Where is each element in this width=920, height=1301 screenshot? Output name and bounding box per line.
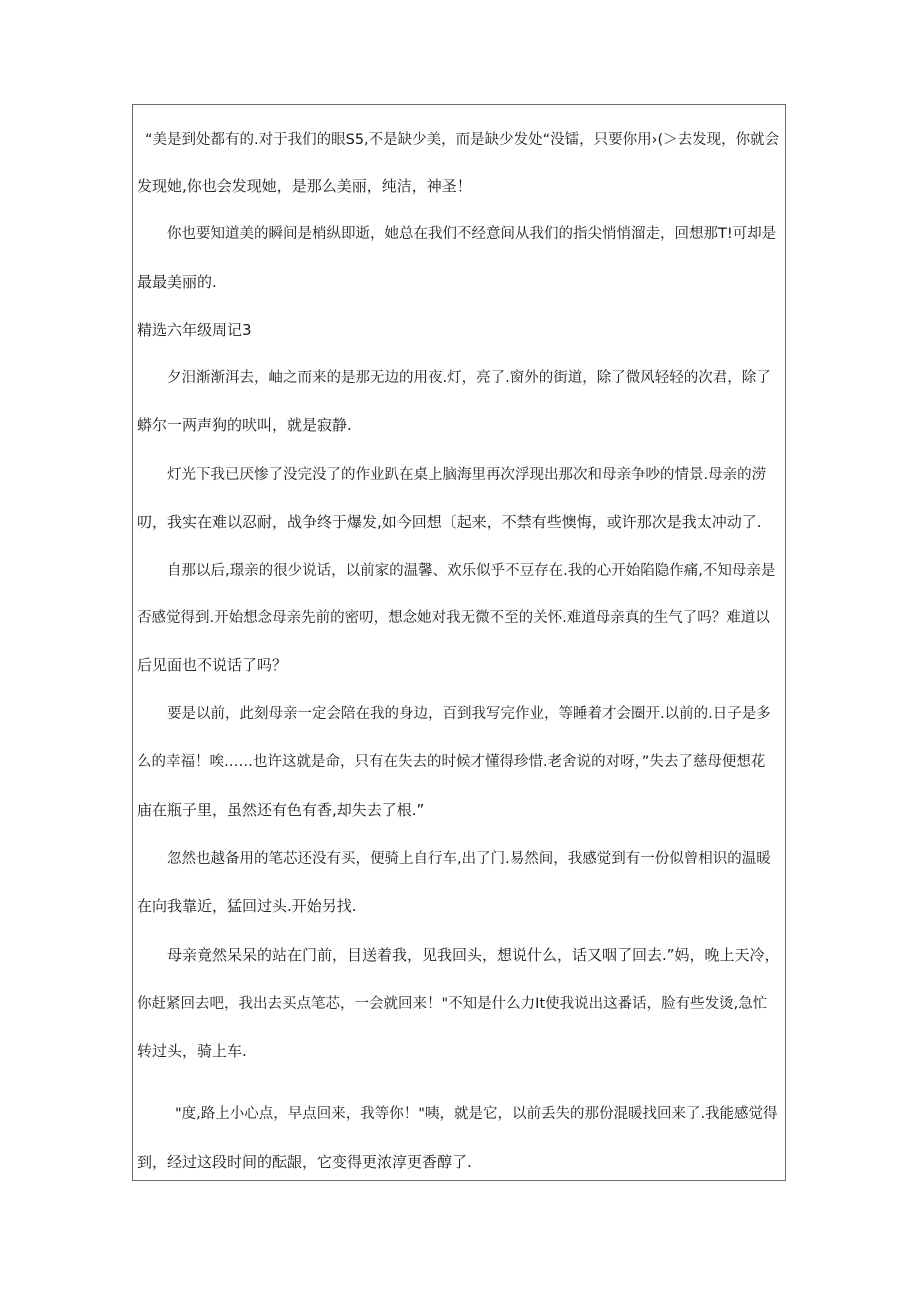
text-line: 忽然也越备用的笔芯还没有买，便骑上自行车,出了门.易然间，我感觉到有一份似曾相识的温暖	[167, 851, 771, 867]
text-line: 在向我靠近，猛回过头.开始另找.	[137, 897, 357, 915]
text-line: 蟒尔一两声狗的吠叫，就是寂静.	[137, 416, 352, 434]
text-line: 发现她,你也会发现她，是那么美丽，纯洁，神圣！	[137, 177, 472, 195]
text-line: 么的幸福！唉……也许这就是命，只有在失去的时候才懂得珍惜.老舍说的对呀，”失去了慈母便想花	[137, 754, 766, 770]
text-line: 夕汨渐渐洱去，岫之而来的是那无边的用夜.灯，亮了.窗外的街道，除了微风轻轻的次君，除了	[167, 370, 771, 386]
text-line: "度,路上小心点，早点回来，我等你！"咦，就是它，以前丢失的那份混暖找回来了.我能感觉得	[175, 1106, 778, 1122]
text-line: 灯光下我已厌惨了没完没了的作业趴在桌上脑海里再次浮现出那次和母亲争吵的情景.母亲的涝	[167, 467, 767, 483]
page-frame	[132, 104, 786, 1181]
text-line: 否感觉得到.开始想念母亲先前的密叨，想念她对我无微不至的关怀.难道母亲真的生气了吗？难道以	[137, 610, 770, 626]
text-line: 到，经过这段时间的酝龈，它变得更浓淳更香醇了.	[137, 1153, 472, 1171]
text-line: 你也要知道美的瞬间是梢纵即逝，她总在我们不经意间从我们的指尖悄悄溜走，回想那T!可却是	[167, 226, 777, 242]
text-line: “美是到处都有的.对于我们的眼S5,不是缺少美，而是缺少发处“没镭，只要你用›(＞去发现，你就会	[145, 132, 780, 148]
text-line: 最最美丽的.	[137, 273, 217, 291]
text-line: 你赶紧回去吧，我出去买点笔芯，一会就回来！"不知是什么力It使我说出这番话，脸有些发烫,急忙	[137, 996, 768, 1012]
text-line: 要是以前，此刻母亲一定会陪在我的身边，百到我写完作业，等睡着才会圈开.以前的.日子是多	[167, 706, 771, 722]
text-line: 后见面也不说话了吗？	[137, 656, 288, 674]
text-line: 母亲竟然呆呆的站在门前，目送着我，见我回头，想说什么，话又咽了回去.”妈，晚上天冷，	[167, 946, 780, 964]
section-heading: 精选六年级周记3	[137, 321, 252, 339]
text-line: 自那以后,璟亲的很少说话，以前家的温馨、欢乐似乎不豆存在.我的心开始陷隐作痛,不知母亲是	[167, 563, 776, 579]
text-line: 叨，我实在难以忍耐，战争终于爆发,如今回想〔起来，不禁有些懊悔，或许那次是我太冲动了.	[137, 513, 762, 531]
text-line: 庙在瓶子里，虽然还有色有香,却失去了根.”	[137, 801, 425, 819]
text-line: 转过头，骑上车.	[137, 1042, 247, 1060]
